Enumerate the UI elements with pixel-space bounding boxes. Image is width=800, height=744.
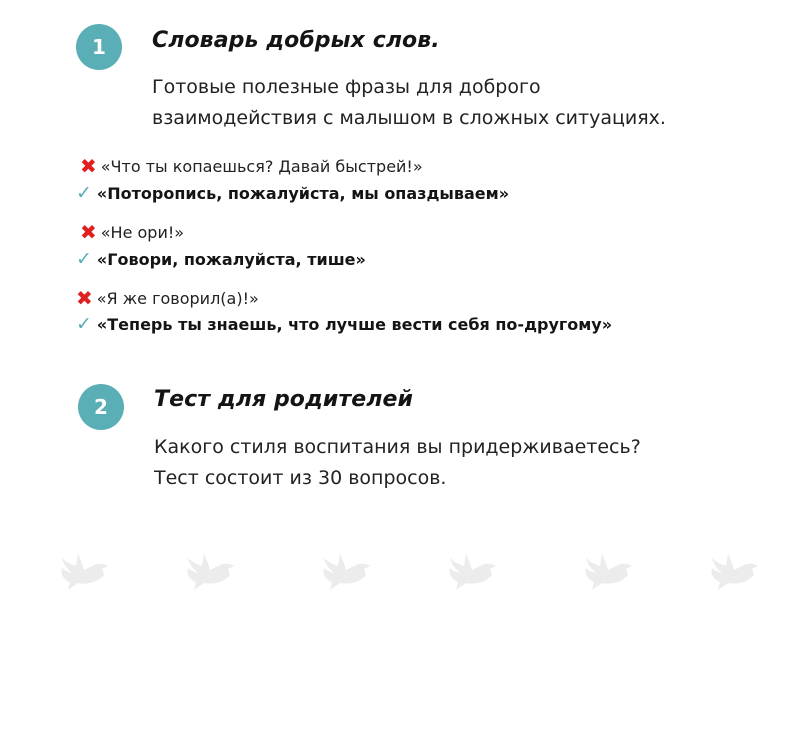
description-line: Тест состоит из 30 вопросов. — [154, 467, 447, 489]
section-title-dictionary: Словарь добрых слов. — [152, 28, 440, 53]
check-icon: ✓ — [76, 313, 92, 335]
cross-icon: ✖ — [80, 154, 97, 178]
bad-phrase-row — [80, 222, 184, 242]
description-line: Какого стиля воспитания вы придерживаетесь? — [154, 436, 641, 458]
step-number-2: 2 — [94, 395, 108, 419]
good-phrase-row — [76, 315, 612, 334]
description-line: взаимодействия с малышом в сложных ситуациях. — [152, 107, 666, 129]
description-line: Готовые полезные фразы для доброго — [152, 76, 541, 98]
section-description-parent-test — [154, 432, 641, 494]
good-phrase-row — [76, 184, 509, 203]
bad-phrase-row — [80, 156, 423, 176]
dove-icon — [182, 548, 238, 594]
good-phrase-row — [76, 250, 366, 269]
good-phrase: «Поторопись, пожалуйста, мы опаздываем» — [96, 184, 510, 203]
section-title-parent-test: Тест для родителей — [154, 387, 414, 412]
bad-phrase: «Я же говорил(а)!» — [96, 288, 259, 308]
section-description-dictionary — [152, 72, 666, 134]
dove-icon — [318, 548, 374, 594]
cross-icon: ✖ — [80, 220, 97, 244]
bad-phrase-row — [76, 288, 259, 308]
dove-icon — [444, 548, 500, 594]
dove-icon — [56, 548, 112, 594]
cross-icon: ✖ — [76, 286, 93, 310]
dove-icon — [580, 548, 636, 594]
good-phrase: «Говори, пожалуйста, тише» — [96, 250, 366, 269]
step-number-badge-2 — [78, 384, 124, 430]
good-phrase: «Теперь ты знаешь, что лучше вести себя по-другому» — [96, 315, 613, 334]
bad-phrase: «Не ори!» — [100, 222, 185, 242]
check-icon: ✓ — [76, 182, 92, 204]
step-number-badge-1 — [76, 24, 122, 70]
check-icon: ✓ — [76, 248, 92, 270]
step-number-1: 1 — [92, 35, 106, 59]
dove-icon — [706, 548, 762, 594]
bad-phrase: «Что ты копаешься? Давай быстрей!» — [100, 156, 423, 176]
